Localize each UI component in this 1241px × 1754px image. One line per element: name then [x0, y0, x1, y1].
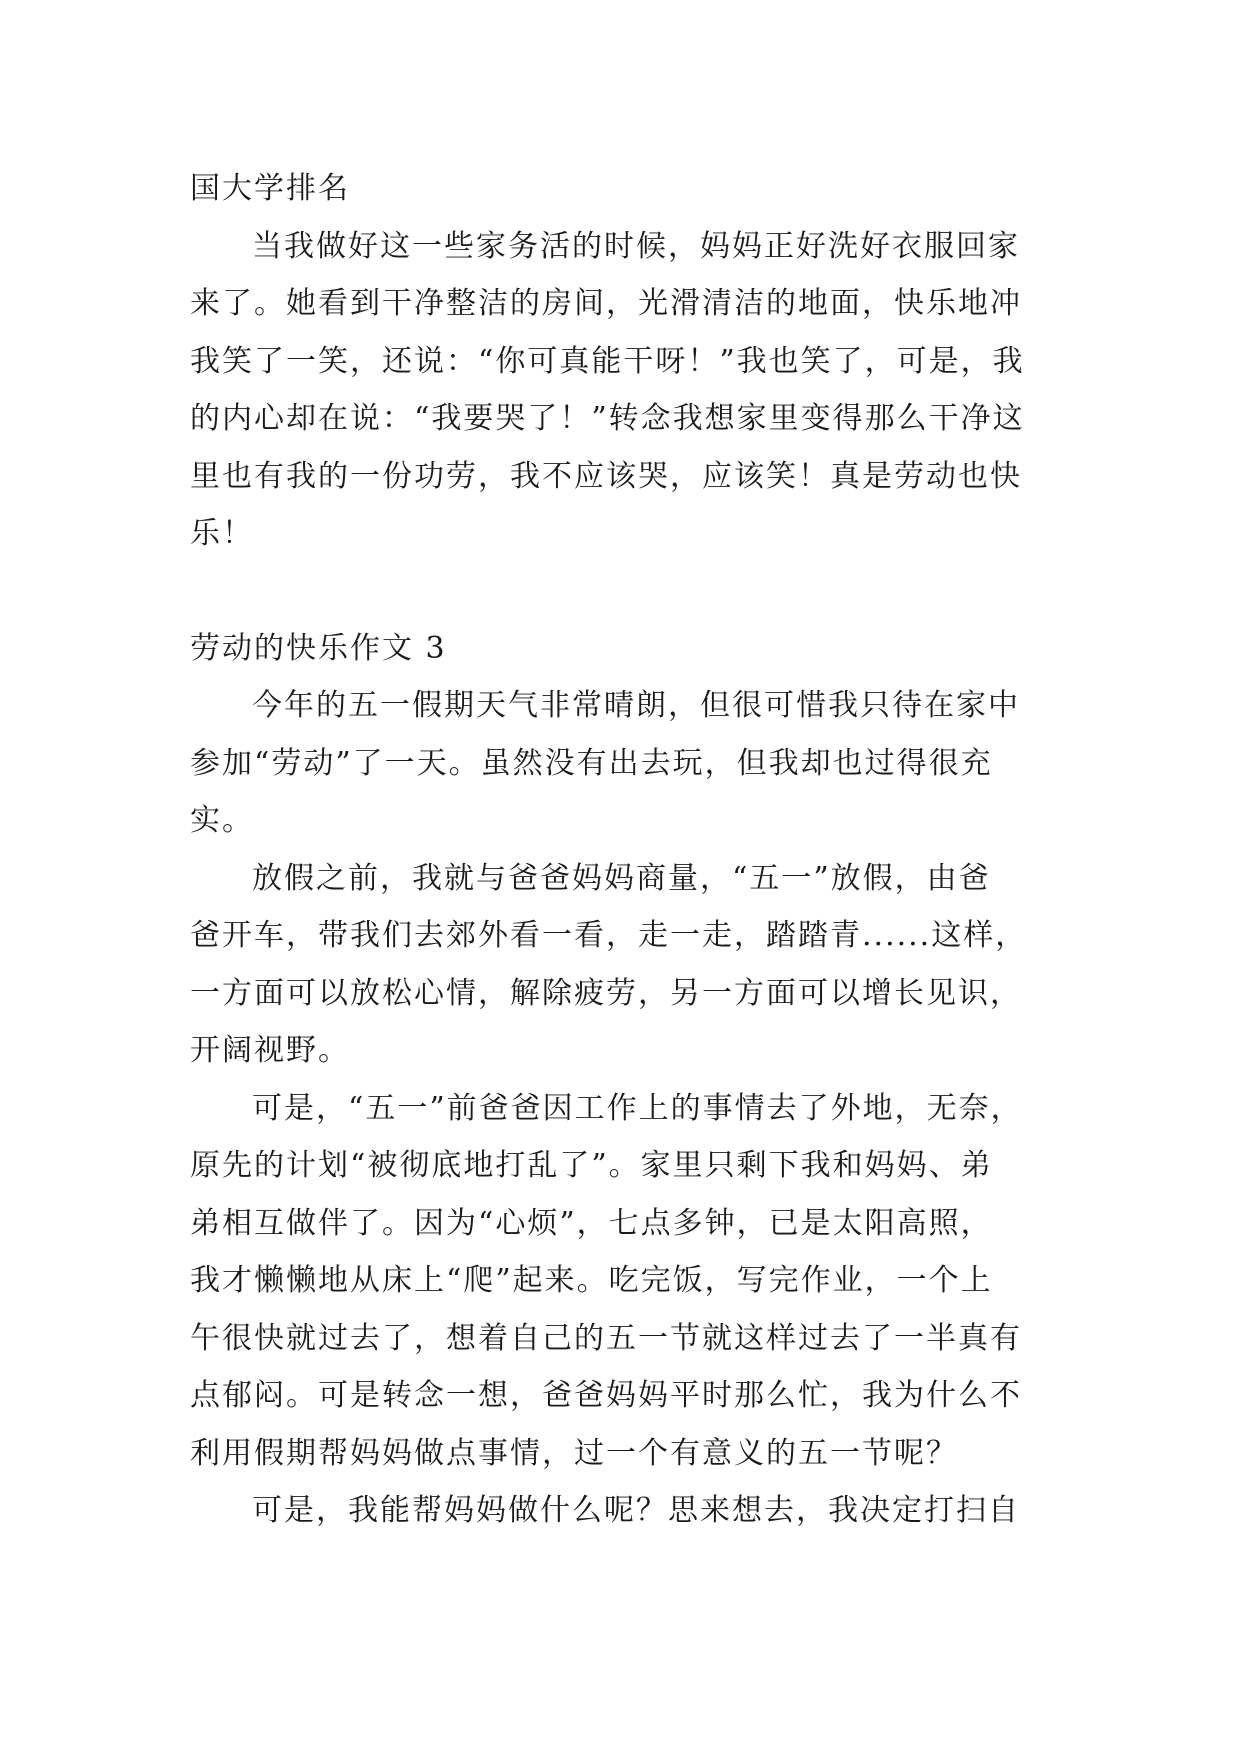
section-title: 劳动的快乐作文 3 — [190, 630, 447, 666]
document-body — [190, 160, 1052, 1540]
paragraph-line: 午很快就过去了，想着自己的五一节就这样过去了一半真有 — [190, 1320, 1022, 1356]
paragraph-line: 的内心却在说：“我要哭了！”转念我想家里变得那么干净这 — [190, 401, 1025, 436]
section-spacer — [190, 563, 1052, 620]
paragraph-line: 今年的五一假期天气非常晴朗，但很可惜我只待在家中 — [252, 688, 1020, 723]
paragraph-line: 可是，“五一”前爸爸因工作上的事情去了外地，无奈， — [252, 1090, 1023, 1126]
paragraph-line: 弟相互做伴了。因为“心烦”，七点多钟，已是太阳高照， — [190, 1205, 993, 1241]
paragraph-line: 里也有我的一份功劳，我不应该哭，应该笑！真是劳动也快 — [190, 458, 1022, 494]
fragment-heading: 国大学排名 — [190, 171, 350, 206]
paragraph-1 — [190, 218, 1052, 563]
paragraph-line: 点郁闷。可是转念一想，爸爸妈妈平时那么忙，我为什么不 — [190, 1378, 1022, 1413]
paragraph-line: 我才懒懒地从床上“爬”起来。吃完饭，写完作业，一个上 — [190, 1263, 993, 1298]
paragraph-line: 爸开车，带我们去郊外看一看，走一走，踏踏青......这样， — [190, 918, 1028, 953]
paragraph-4 — [190, 1080, 1052, 1483]
paragraph-line: 开阔视野。 — [190, 1033, 350, 1068]
paragraph-line: 一方面可以放松心情，解除疲劳，另一方面可以增长见识， — [190, 975, 1022, 1011]
paragraph-line: 乐！ — [190, 516, 254, 551]
paragraph-line: 原先的计划“被彻底地打乱了”。家里只剩下我和妈妈、弟 — [190, 1148, 993, 1183]
paragraph-line: 来了。她看到干净整洁的房间，光滑清洁的地面，快乐地冲 — [190, 286, 1022, 321]
paragraph-line: 可是，我能帮妈妈做什么呢？思来想去，我决定打扫自 — [252, 1493, 1020, 1528]
paragraph-3 — [190, 850, 1052, 1080]
paragraph-line: 利用假期帮妈妈做点事情，过一个有意义的五一节呢？ — [190, 1435, 958, 1471]
paragraph-line: 当我做好这一些家务活的时候，妈妈正好洗好衣服回家 — [252, 228, 1020, 264]
paragraph-5 — [190, 1482, 1052, 1540]
paragraph-line: 放假之前，我就与爸爸妈妈商量，“五一”放假，由爸 — [252, 860, 991, 896]
paragraph-2 — [190, 677, 1052, 850]
paragraph-line: 我笑了一笑，还说：“你可真能干呀！”我也笑了，可是，我 — [190, 343, 1025, 379]
paragraph-line: 参加“劳动”了一天。虽然没有出去玩，但我却也过得很充 — [190, 745, 993, 781]
paragraph-line: 实。 — [190, 803, 254, 838]
